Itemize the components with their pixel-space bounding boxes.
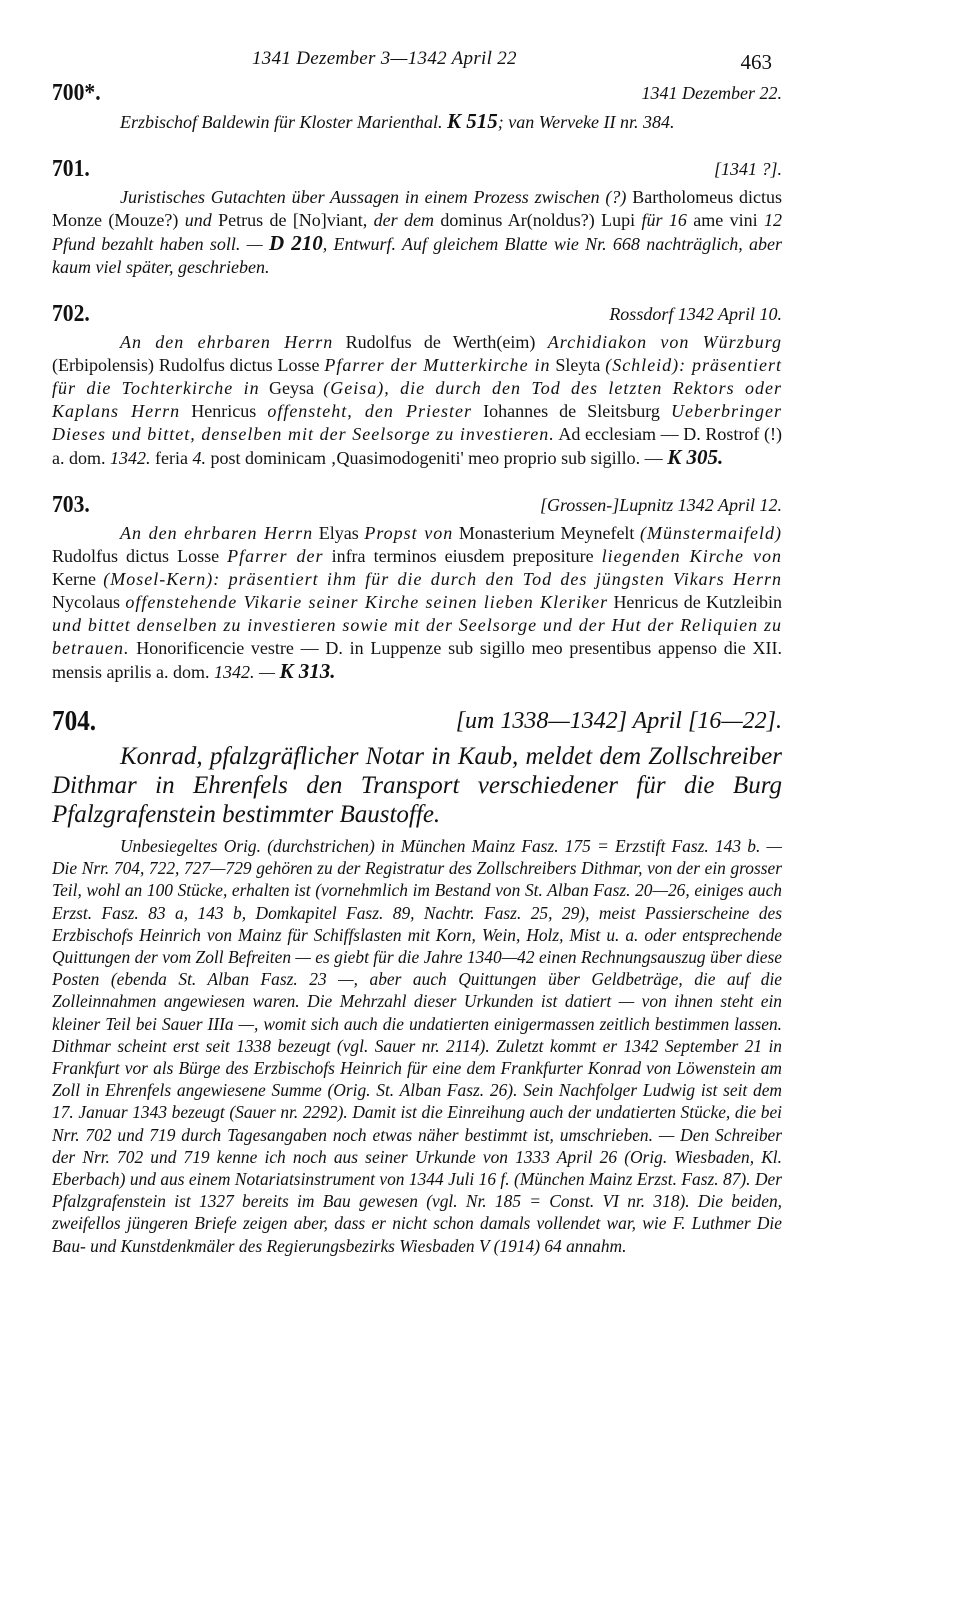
running-header bbox=[52, 40, 782, 80]
entry-703 bbox=[52, 492, 782, 684]
text-run: Propst von bbox=[364, 523, 454, 543]
entry-text bbox=[52, 331, 782, 470]
text-run: Honorificencie vestre — D. in Luppenze sub sigillo meo presentibus appenso die XII. mensis aprilis a. dom. bbox=[52, 638, 783, 682]
text-run: für 16 bbox=[641, 210, 687, 230]
entry-number: 700*. bbox=[52, 80, 101, 106]
entry-date: [1341 ?]. bbox=[713, 159, 782, 179]
text-run: Henricus bbox=[191, 401, 257, 421]
entry-number: 703. bbox=[52, 492, 90, 518]
entry-text bbox=[52, 110, 782, 134]
text-run: der dem bbox=[373, 210, 435, 230]
text-run: und bbox=[184, 210, 212, 230]
text-run: (Schleid): präsentiert für die Tochterkirche in bbox=[52, 355, 783, 398]
entry-date: [Grossen-]Lupnitz 1342 April 12. bbox=[539, 495, 782, 515]
text-run: Pfarrer der bbox=[227, 546, 324, 566]
text-run: (Geisa), die durch den Tod des letzten Rektors oder Kaplans Herrn bbox=[52, 378, 783, 421]
entry-date: Rossdorf 1342 April 10. bbox=[609, 304, 782, 324]
entry-number: 704. bbox=[52, 706, 97, 737]
entry-702 bbox=[52, 301, 782, 470]
text-run: Rudolfus dictus Losse bbox=[52, 546, 220, 566]
text-run: Sleyta bbox=[555, 355, 601, 375]
text-run: Juristisches Gutachten über Aussagen in einem Prozess zwischen (?) bbox=[120, 187, 627, 207]
text-run: An den ehrbaren Herrn bbox=[120, 332, 334, 352]
text-run: post dominicam ‚Quasimodogeniti' meo proprio sub sigillo. — bbox=[210, 448, 663, 468]
text-run: Bartholomeus dictus Monze (Mouze?) bbox=[52, 187, 783, 230]
text-run: 4. bbox=[192, 448, 206, 468]
text-run: Geysa bbox=[268, 378, 314, 398]
text-run: ; van Werveke II nr. 384. bbox=[497, 112, 675, 132]
archive-reference: K 305. bbox=[667, 445, 724, 469]
text-run: offenstehende Vikarie seiner Kirche seinen lieben Kleriker bbox=[125, 592, 609, 612]
text-run: Kerne bbox=[52, 569, 96, 589]
entry-date: [um 1338—1342] April [16—22]. bbox=[455, 708, 782, 734]
text-run: Archidiakon von Würzburg bbox=[547, 332, 783, 352]
text-run: Pfarrer der Mutterkirche in bbox=[324, 355, 551, 375]
entry-date: 1341 Dezember 22. bbox=[641, 83, 782, 103]
text-run: (Erbipolensis) bbox=[52, 355, 154, 375]
header-title: 1341 Dezember 3—1342 April 22 bbox=[252, 48, 517, 69]
entry-704 bbox=[52, 706, 782, 1257]
entry-summary: Konrad, pfalzgräflicher Notar in Kaub, meldet dem Zollschreiber Dithmar in Ehrenfels den Transport verschiedener für die Burg Pfalzgrafenstein bestimmter Baustoffe. bbox=[52, 743, 782, 828]
archive-reference: K 515 bbox=[447, 109, 498, 133]
entry-700 bbox=[52, 80, 782, 134]
text-run: , Entwurf. Auf gleichem Blatte wie Nr. 668 nachträglich, aber kaum viel später, geschrieben. bbox=[52, 234, 782, 277]
document-page bbox=[52, 40, 782, 1279]
text-run: Monasterium Meynefelt bbox=[458, 523, 635, 543]
text-run: Nycolaus bbox=[52, 592, 120, 612]
text-run: 1342. bbox=[110, 448, 151, 468]
text-run: Petrus de [No]viant, bbox=[218, 210, 368, 230]
text-run: liegenden Kirche von bbox=[601, 546, 783, 566]
entry-notes: Unbesiegeltes Orig. (durchstrichen) in München Mainz Fasz. 175 = Erzstift Fasz. 143 b. — Die Nrr. 704, 722, 727—729 gehören zu der Registratur des Zollschreibers Dithmar, von der ein grosser Teil, wohl an 100 Stücke, erhalten ist (vornehmlich im Bestand von St. Alban Fasz. 20—26, einiges auch Erzst. Fasz. 83 a, 143 b, Domkapitel Fasz. 89, Nachtr. Fasz. 25, 29), meist Passierscheine des Erzbischofs Heinrich von Mainz für Schiffslasten mit Korn, Wein, Holz, Mist u. a. oder entsprechende Quittungen der vom Zoll Befreiten — es giebt für die Jahre 1340—42 einen Rechnungsauszug über diese Posten (ebenda St. Alban Fasz. 23 —, aber auch Quittungen über Geldbeträge, die auf die Zolleinnahmen angewiesen waren. Die Mehrzahl dieser Urkunden ist datiert — von ihnen steht ein kleiner Teil bei Sauer IIIa —, womit sich auch die undatierten einigermassen zeitlich bestimmen lassen. Dithmar scheint erst seit 1338 bezeugt (vgl. Sauer nr. 2114). Zuletzt kommt er 1342 September 21 in Frankfurt vor als Bürge des Erzbischofs Heinrich für eine dem Frankfurter Konrad von Löwenstein am Zoll in Ehrenfels angewiesene Summe (Orig. St. Alban Fasz. 26). Sein Nachfolger Ludwig ist seit dem 17. Januar 1343 bezeugt (Sauer nr. 2292). Damit ist die Einreihung auch der undatierten Stücke, die bei Nrr. 702 und 719 durch Tagesangaben noch etwas näher bestimmt ist, umschrieben. — Den Schreiber der Nrr. 702 und 719 kenne ich noch aus seiner Urkunde von 1333 April 26 (Orig. Wiesbaden, Kl. Eberbach) und aus einem Notariatsinstrument von 1344 Juli 16 f. (München Mainz Erzst. Fasz. 87). Der Pfalzgrafenstein ist 1327 bereits im Bau gewesen (vgl. Nr. 185 = Const. VI nr. 318). Die beiden, zweifellos jüngeren Briefe zeigen aber, dass er nicht schon damals vollendet war, wie F. Luthmer Die Bau- und Kunstdenkmäler des Regierungsbezirks Wiesbaden V (1914) 64 annahm. bbox=[52, 836, 782, 1256]
entry-701 bbox=[52, 156, 782, 279]
text-run: feria bbox=[155, 448, 188, 468]
archive-reference: K 313. bbox=[279, 659, 336, 683]
text-run: infra terminos eiusdem prepositure bbox=[331, 546, 594, 566]
text-run: (Mosel-Kern): präsentiert ihm für die durch den Tod des jüngsten Vikars Herrn bbox=[103, 569, 782, 589]
text-run: Ad ecclesiam — D. Rostrof (!) a. dom. bbox=[52, 424, 782, 468]
text-run: Erzbischof Baldewin für Kloster Marienthal. bbox=[120, 112, 443, 132]
text-run: offensteht, den Priester bbox=[267, 401, 472, 421]
text-run: Ueberbringer Dieses und bittet, denselben mit der Seelsorge zu investieren. bbox=[52, 401, 783, 444]
entry-text bbox=[52, 186, 782, 279]
entry-number: 701. bbox=[52, 156, 90, 182]
text-run: Elyas bbox=[318, 523, 359, 543]
text-run: Henricus de Kutzleibin bbox=[613, 592, 783, 612]
text-run: Rudolfus dictus Losse bbox=[158, 355, 320, 375]
text-run: (Münstermaifeld) bbox=[640, 523, 783, 543]
text-run: Iohannes de Sleitsburg bbox=[483, 401, 660, 421]
text-run: und bittet denselben zu investieren sowie mit der Seelsorge und der Hut der Reliquien zu betrauen. bbox=[52, 615, 782, 658]
archive-reference: D 210 bbox=[268, 231, 323, 255]
entry-number: 702. bbox=[52, 301, 90, 327]
text-run: 1342. — bbox=[213, 662, 275, 682]
entry-text bbox=[52, 522, 782, 684]
text-run: dominus Ar(noldus?) Lupi bbox=[440, 210, 636, 230]
text-run: 12 Pfund bezahlt haben soll. — bbox=[52, 210, 783, 254]
text-run: Rudolfus de Werth(eim) bbox=[345, 332, 536, 352]
page-number: 463 bbox=[740, 50, 772, 74]
text-run: An den ehrbaren Herrn bbox=[120, 523, 314, 543]
text-run: ame vini bbox=[693, 210, 758, 230]
